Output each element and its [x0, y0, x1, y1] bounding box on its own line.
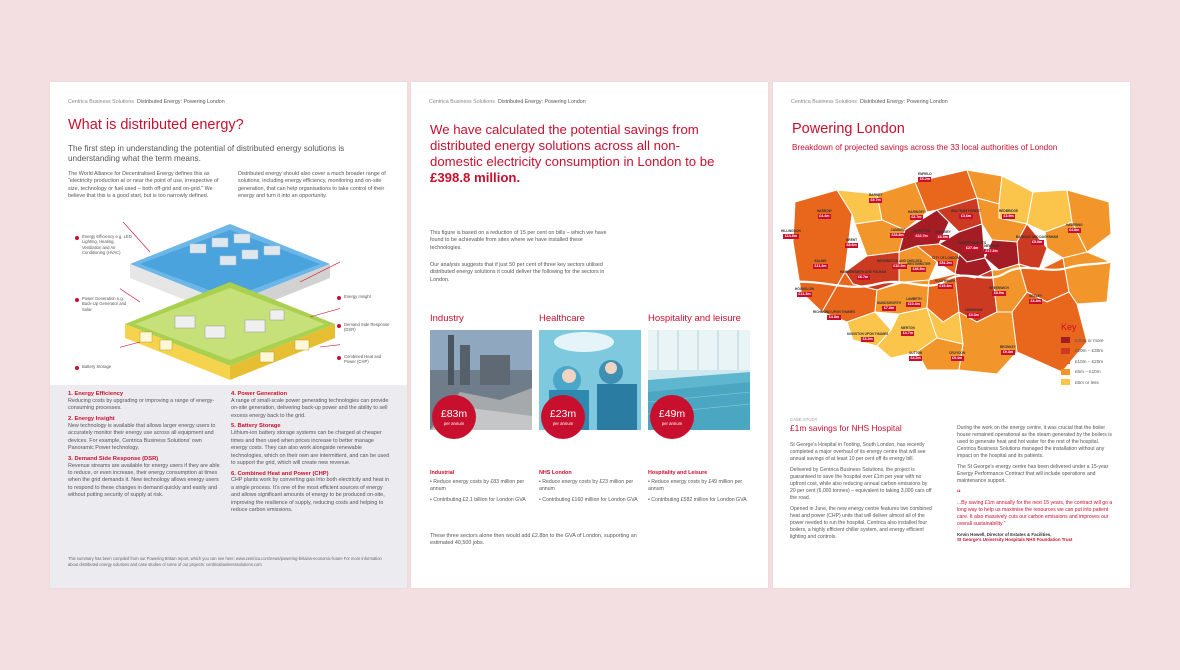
- bullet: • Contributing £160 million for London GVA: [539, 496, 638, 503]
- healthcare-savings-badge: £23m per annum: [541, 395, 585, 439]
- sector-heading-industry: Industry: [430, 313, 464, 324]
- column-title: Hospitality and Leisure: [648, 470, 708, 476]
- map-key: [1061, 322, 1104, 390]
- key-swatch: [1061, 369, 1070, 375]
- borough-waltham-forest: WALTHAM FOREST £3.6m: [951, 209, 981, 218]
- borough-kingston: KINGSTON UPON THAMES £3.2m: [847, 332, 889, 341]
- section-title: 2. Energy Insight: [68, 415, 115, 422]
- case-col-1: [786, 442, 932, 541]
- borough-lambeth: LAMBETH £10.4m: [906, 297, 922, 306]
- borough-enfield: ENFIELD £6.2m: [918, 172, 932, 181]
- section-text: Reducing costs by upgrading or improving a range of energy-consuming processes.: [68, 397, 215, 412]
- key-title: Key: [1061, 322, 1077, 332]
- borough-barking-dagenham: BARKING AND DAGENHAM £5.0m: [1016, 235, 1059, 244]
- key-row: £10m – £20m: [1061, 358, 1104, 364]
- borough-sutton: SUTTON £4.2m: [909, 351, 923, 360]
- section-text: Revenue streams are available for energy users if they are able to reduce, or even increase, their energy consumption at times when the grid demands it. New technology allows energy users to respond to these changes in demand quickly and easily and without putting security of supply at risk.: [68, 462, 220, 499]
- borough-croydon: CROYDON £9.4m: [949, 351, 966, 360]
- column-title: Industrial: [430, 470, 455, 476]
- nhs-column: [539, 470, 643, 504]
- case-title: £1m savings for NHS Hospital: [790, 423, 902, 433]
- page-title: Powering London: [792, 121, 905, 137]
- borough-lewisham: LEWISHAM £4.3m: [965, 308, 983, 317]
- borough-camden: CAMDEN £33.8m: [890, 228, 905, 237]
- section-title: 1. Energy Efficiency: [68, 391, 124, 397]
- page-subtitle: Breakdown of projected savings across the 33 local authorities of London: [792, 143, 1058, 152]
- bullet: • Contributing £582 million for London GVA: [648, 496, 747, 503]
- borough-hackney: HACKNEY £6.9m: [935, 230, 951, 239]
- borough-newham: NEWHAM £17.2m: [984, 244, 999, 253]
- intro-col-2: Distributed energy should also cover a much broader range of solutions, including energy efficiency, monitoring and on-site generation, that can help organisations to take control of their energy and turn it into an opportunity.: [238, 171, 386, 200]
- borough-southwark: SOUTHWARK £19.4m: [935, 279, 956, 288]
- borough-ealing: EALING £11.2m: [814, 259, 827, 268]
- page-title: What is distributed energy?: [68, 117, 244, 133]
- gva-summary: These three sectors alone then would add £2.8bn to the GVA of London, supporting an estimated 40,500 jobs.: [430, 533, 637, 547]
- borough-tower-hamlets: TOWER HAMLETS £27.4m: [958, 241, 987, 250]
- borough-brent: BRENT £8.6m: [846, 238, 858, 247]
- page-powering-london: [773, 82, 1130, 588]
- breadcrumb: Centrica Business Solutions Distributed Energy: Powering London: [429, 99, 586, 105]
- key-swatch: [1061, 379, 1070, 385]
- para-1: This figure is based on a reduction of 15 per cent on bills – which we have found to be achievable from sites where we have installed these technologies.: [430, 230, 607, 251]
- key-swatch: [1061, 337, 1070, 343]
- borough-redbridge: REDBRIDGE £3.9m: [999, 209, 1019, 218]
- borough-bexley: BEXLEY £4.4m: [1029, 294, 1042, 303]
- savings-headline: We have calculated the potential savings from distributed energy solutions across all non-domestic electricity consumption in London to be £398.8 million.: [430, 122, 715, 186]
- column-title: NHS London: [539, 470, 572, 476]
- callout-power-generation: Power Generation e.g. Back-Up Generator and Solar: [82, 296, 128, 312]
- page-what-is-distributed-energy: [50, 82, 407, 588]
- key-row: £30m or more: [1061, 337, 1104, 343]
- sector-heading-hospitality: Hospitality and leisure: [648, 313, 741, 324]
- sections-col-1: [68, 388, 220, 500]
- industry-savings-badge: £83m per annum: [432, 395, 476, 439]
- quote-author: Kevin Howell, Director of Estates & Facilities,: [957, 532, 1052, 538]
- borough-bromley: BROMLEY £9.3m: [1000, 345, 1016, 354]
- breadcrumb: Centrica Business Solutions Distributed Energy: Powering London: [68, 99, 225, 105]
- lead-text: The first step in understanding the potential of distributed energy solutions is understanding what the term means.: [68, 144, 345, 164]
- borough-harrow: HARROW £4.4m: [817, 209, 832, 218]
- bullet: • Reduce energy costs by £49 million per annum: [648, 479, 743, 493]
- key-row: £20m – £30m: [1061, 348, 1104, 354]
- hospitality-column: [648, 470, 752, 504]
- bullet: • Reduce energy costs by £83 million per annum: [430, 479, 525, 493]
- borough-merton: MERTON £4.7m: [901, 326, 915, 335]
- section-text: A range of small-scale power generating technologies can provide on-site generation, delivering back-up power and the ability to sell excess energy back to the grid.: [231, 397, 389, 419]
- industrial-column: [430, 470, 532, 504]
- case-paragraph: The St George's energy centre has been delivered under a 15-year Energy Performance Contract that will include operations and maintenance support.: [957, 464, 1109, 485]
- key-swatch: [1061, 348, 1070, 354]
- section-text: Lithium-ion battery storage systems can be charged at cheaper times and then used when prices increase to better manage energy costs. They can also work alongside renewable technologies, which on their own are intermittent, and can be used to support the grid, which will create new revenue.: [231, 430, 390, 467]
- section-title: 5. Battery Storage: [231, 423, 281, 430]
- building-illustration: [120, 222, 340, 382]
- headline-value: £398.8 million.: [430, 170, 521, 186]
- case-paragraph: During the work on the energy centre, it was crucial that the boiler house remained operational as the steam generated by the boilers is used to generate heat and hot water for the rest of the hospital. Centrica Business Solutions managed the installation without any impact on the hospital and its patients.: [957, 425, 1112, 460]
- borough-hounslow: HOUNSLOW £14.3m: [795, 287, 814, 296]
- section-text: CHP plants work by converting gas into both electricity and heat in a single process. It's one of the most efficient sources of energy and allows significant amounts of energy to be produced on-site, improving the resilience of supply, reducing costs and helping to reduce carbon emissions.: [231, 477, 390, 514]
- sections-col-2: [231, 388, 391, 515]
- section-text: New technology is available that allows larger energy users to accurately monitor their energy use across all equipment and devices. For example, Centrica Business Solutions' own Panoramic Power technology.: [68, 422, 216, 452]
- quote-text: ...By saving £1m annually for the next 15 years, the contract will go a long way to help us maximise the resources we can put into patient care. It also massively cuts our carbon emissions and improves our overall sustainability.": [957, 500, 1113, 528]
- case-tag: CASE STUDY: [790, 417, 818, 422]
- borough-havering: HAVERING £4.8m: [1066, 223, 1083, 232]
- key-row: £5m – £10m: [1061, 369, 1104, 375]
- borough-richmond: RICHMOND UPON THAMES £4.8m: [813, 310, 855, 319]
- borough-haringey: HARINGEY £3.7m: [908, 210, 925, 219]
- quote-mark: “: [957, 488, 961, 501]
- borough-hammersmith-fulham: HAMMERSMITH AND FULHAM £6.7m: [840, 270, 887, 279]
- borough-westminster: WESTMINSTER £46.8m: [907, 262, 931, 271]
- case-paragraph: Opened in June, the new energy centre features two combined heat and power (CHP) units that will deliver almost all of the power needed to run the hospital. Centrica also installed four boilers, a highly efficient chiller system, and energy efficient lighting and controls.: [790, 506, 932, 541]
- callout-energy-efficiency: Energy Efficiency e.g. LED Lighting, Heating, Ventilation and Air Conditioning (HVAC): [82, 234, 134, 256]
- callout-battery-storage: Battery Storage: [82, 364, 128, 369]
- callout-energy-insight: Energy Insight: [344, 294, 390, 299]
- quote-org: St George's University Hospitals NHS Foundation Trust: [957, 537, 1073, 543]
- bullet: • Reduce energy costs by £23 million per annum: [539, 479, 634, 493]
- hospitality-savings-badge: £49m per annum: [650, 395, 694, 439]
- borough-greenwich: GREENWICH £8.9m: [989, 286, 1009, 295]
- case-col-2: [957, 425, 1115, 542]
- borough-city-of-london: CITY OF LONDON £51.2m: [932, 256, 960, 265]
- case-paragraph: Delivered by Centrica Business Solutions, the project is guaranteed to save the hospital over £1m per year with no upfront cost, while also reducing annual carbon emissions by 20 per cent (6,000 tonnes) – equivalent to taking 3,000 cars off the road.: [790, 467, 932, 502]
- para-2: Our analysis suggests that if just 50 per cent of three key sectors utilised distributed energy solutions it could deliver the following for the sectors in London.: [430, 262, 605, 283]
- intro-col-1: The World Alliance for Decentralised Energy defines this as "electricity production at or near the point of use, irrespective of size, technology or fuel used – both off-grid and on-grid." We believe that this is a good start, but is too narrowly defined.: [68, 171, 219, 200]
- key-swatch: [1061, 358, 1070, 364]
- borough-islington: ISLINGTON £22.7m: [913, 229, 931, 238]
- borough-hillingdon: HILLINGDON £14.8m: [781, 229, 801, 238]
- borough-wandsworth: WANDSWORTH £7.8m: [877, 301, 901, 310]
- footnote: This summary has been compiled from our Powering Britain report, which you can see here: www.centrica.com/news/powering-britains-economic-future For more information about distributed energy solutions and case studies of some of our projects: centricabusinesssolutions.com: [68, 556, 382, 567]
- key-row: £5m or less: [1061, 379, 1104, 385]
- callout-chp: Combined Heat and Power (CHP): [344, 354, 390, 365]
- section-title: 4. Power Generation: [231, 391, 288, 397]
- callout-dsr: Demand Side Response (DSR): [344, 322, 390, 333]
- bullet: • Contributing £2.1 billion for London GVA: [430, 496, 526, 503]
- page-potential-savings: [411, 82, 768, 588]
- section-title: 3. Demand Side Response (DSR): [68, 455, 159, 462]
- case-paragraph: St George's Hospital in Tooting, South London, has recently completed a major overhaul of its energy centre that will see annual savings of at least 10 per cent off its energy bill.: [790, 442, 926, 463]
- borough-kensington-chelsea: KENSINGTON AND CHELSEA £10.2m: [877, 259, 922, 268]
- sector-heading-healthcare: Healthcare: [539, 313, 585, 324]
- section-title: 6. Combined Heat and Power (CHP): [231, 470, 329, 477]
- breadcrumb: Centrica Business Solutions Distributed Energy: Powering London: [791, 99, 948, 105]
- borough-barnet: BARNET £9.7m: [869, 193, 883, 202]
